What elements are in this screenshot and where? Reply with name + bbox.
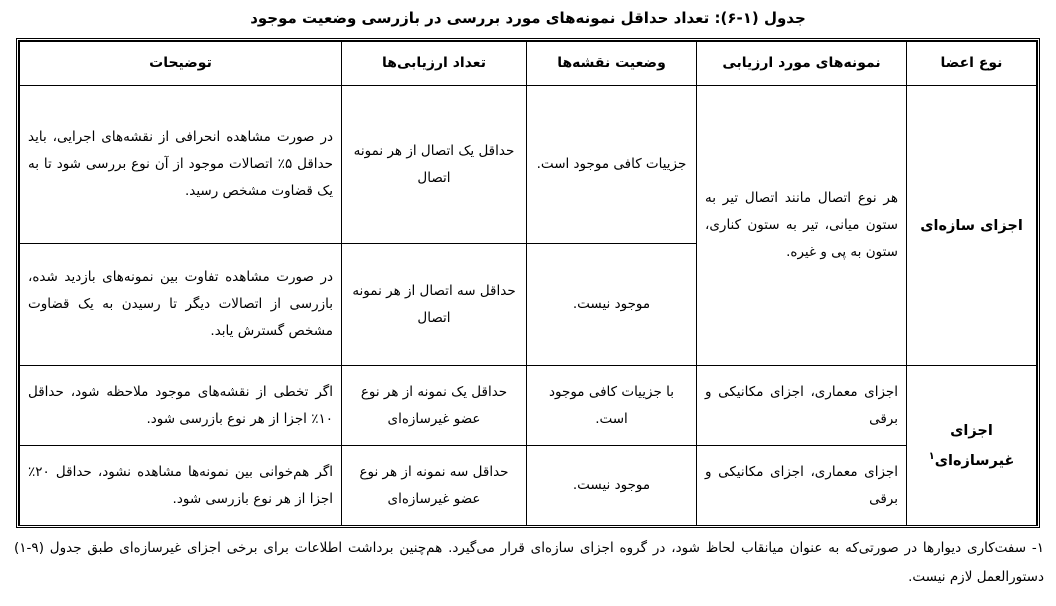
header-samples: نمونه‌های مورد ارزیابی xyxy=(697,42,907,86)
assessment-count-cell: حداقل یک نمونه از هر نوع عضو غیرسازه‌ای xyxy=(342,366,527,446)
samples-cell: اجزای معماری، اجزای مکانیکی و برقی xyxy=(697,446,907,526)
header-plans-status: وضعیت نقشه‌ها xyxy=(527,42,697,86)
plans-status-cell: با جزییات کافی موجود است. xyxy=(527,366,697,446)
plans-status-cell: موجود نیست. xyxy=(527,244,697,366)
inspection-table xyxy=(16,38,1040,528)
notes-cell: اگر هم‌خوانی بین نمونه‌ها مشاهده نشود، حداقل ۲۰٪ اجزا از هر نوع بازرسی شود. xyxy=(20,446,342,526)
header-assessment-count: تعداد ارزیابی‌ها xyxy=(342,42,527,86)
assessment-count-cell: حداقل سه نمونه از هر نوع عضو غیرسازه‌ای xyxy=(342,446,527,526)
footnote: ۱- سفت‌کاری دیوارها در صورتی‌که به عنوان میانقاب لحاظ شود، در گروه اجزای سازه‌ای قرار می‌گیرد. هم‌چنین برداشت اطلاعات برای برخی اجزای غیرسازه‌ای طبق جدول (۹-۱) دستورالعمل لازم نیست. xyxy=(14,540,1044,585)
footnote-marker: ۱ xyxy=(928,450,935,462)
samples-cell: اجزای معماری، اجزای مکانیکی و برقی xyxy=(697,366,907,446)
member-type-label: اجزای غیرسازه‌ای xyxy=(934,422,1015,469)
notes-cell: در صورت مشاهده انحرافی از نقشه‌های اجرایی، باید حداقل ۵٪ اتصالات موجود از آن نوع بررسی شود تا به یک قضاوت مشخص رسید. xyxy=(20,86,342,244)
table-row xyxy=(20,366,1037,446)
table-title: جدول (۱-۶): تعداد حداقل نمونه‌های مورد بررسی در بازرسی وضعیت موجود xyxy=(250,9,806,27)
notes-cell: در صورت مشاهده تفاوت بین نمونه‌های بازدید شده، بازرسی از اتصالات دیگر تا رسیدن به یک قضاوت مشخص گسترش یابد. xyxy=(20,244,342,366)
plans-status-cell: موجود نیست. xyxy=(527,446,697,526)
assessment-count-cell: حداقل یک اتصال از هر نمونه اتصال xyxy=(342,86,527,244)
header-row xyxy=(20,42,1037,86)
member-type-structural: اجزای سازه‌ای xyxy=(907,86,1037,366)
header-member-type: نوع اعضا xyxy=(907,42,1037,86)
table-row xyxy=(20,86,1037,244)
member-type-nonstructural xyxy=(907,366,1037,526)
notes-cell: اگر تخطی از نقشه‌های موجود ملاحظه شود، حداقل ۱۰٪ اجزا از هر نوع بازرسی شود. xyxy=(20,366,342,446)
table-row xyxy=(20,446,1037,526)
plans-status-cell: جزییات کافی موجود است. xyxy=(527,86,697,244)
assessment-count-cell: حداقل سه اتصال از هر نمونه اتصال xyxy=(342,244,527,366)
samples-structural: هر نوع اتصال مانند اتصال تیر به ستون میانی، تیر به ستون کناری، ستون به پی و غیره. xyxy=(697,86,907,366)
header-notes: توضیحات xyxy=(20,42,342,86)
